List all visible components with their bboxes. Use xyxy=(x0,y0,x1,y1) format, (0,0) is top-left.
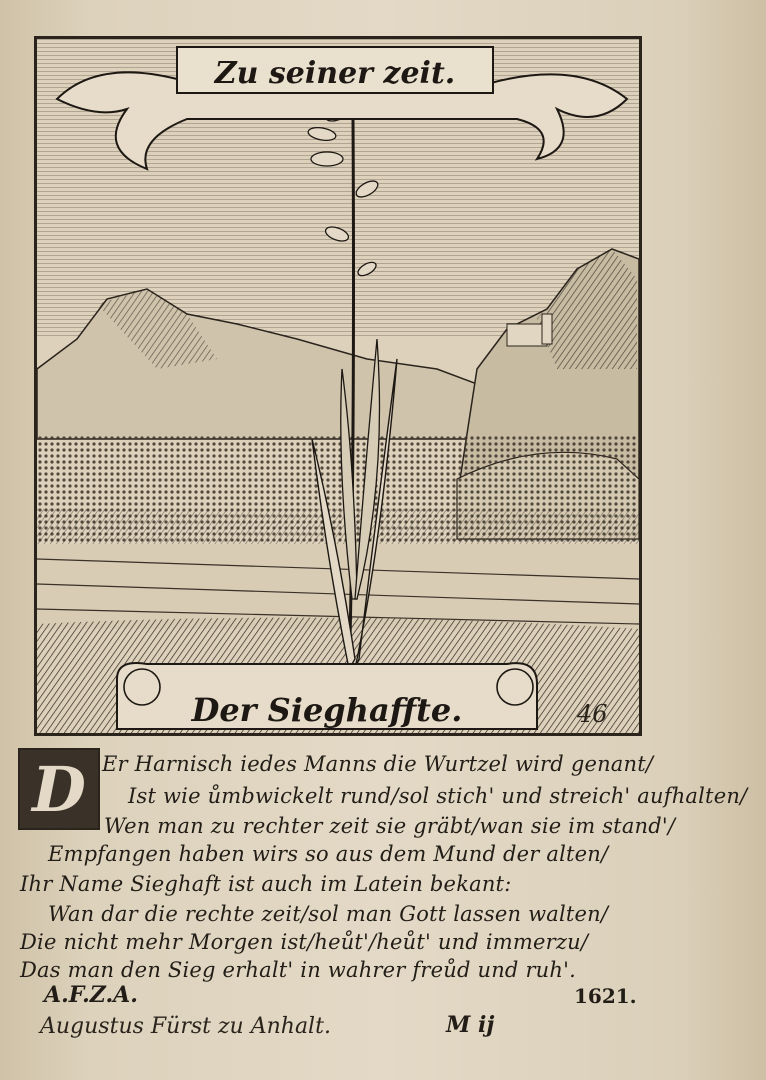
forest-shadow xyxy=(37,509,639,549)
signature-mark: M ij xyxy=(446,1012,495,1038)
verse-line-7: Die nicht mehr Morgen ist/heůt'/heůt' und immerzu/ xyxy=(20,930,589,954)
verse-line-5: Ihr Name Sieghaft ist auch im Latein bekant: xyxy=(20,872,512,896)
caption-text: Der Sieghaffte. xyxy=(191,691,463,729)
castle-tower xyxy=(542,314,552,344)
publication-year: 1621. xyxy=(574,984,637,1008)
author-initials: A.F.Z.A. xyxy=(44,982,138,1008)
verse-line-4: Empfangen haben wirs so aus dem Mund der alten/ xyxy=(48,842,609,866)
plate-number: 46 xyxy=(577,700,608,728)
verse-line-1: Er Harnisch iedes Manns die Wurtzel wird genant/ xyxy=(102,752,654,776)
verse-line-6: Wan dar die rechte zeit/sol man Gott lassen walten/ xyxy=(48,902,609,926)
verse-line-2: Ist wie ůmbwickelt rund/sol stich' und streich' aufhalten/ xyxy=(128,784,748,808)
drop-cap-initial: D xyxy=(18,748,100,830)
verse-line-8: Das man den Sieg erhalt' in wahrer freůd und ruh'. xyxy=(20,958,576,982)
castle xyxy=(507,324,547,346)
verse-line-3: Wen man zu rechter zeit sie gräbt/wan sie im stand'/ xyxy=(104,814,676,838)
engraving-illustration xyxy=(37,39,639,733)
motto-text: Zu seiner zeit. xyxy=(214,56,456,91)
engraving-plate xyxy=(34,36,642,736)
handwritten-signature: Augustus Fürst zu Anhalt. xyxy=(40,1014,331,1039)
